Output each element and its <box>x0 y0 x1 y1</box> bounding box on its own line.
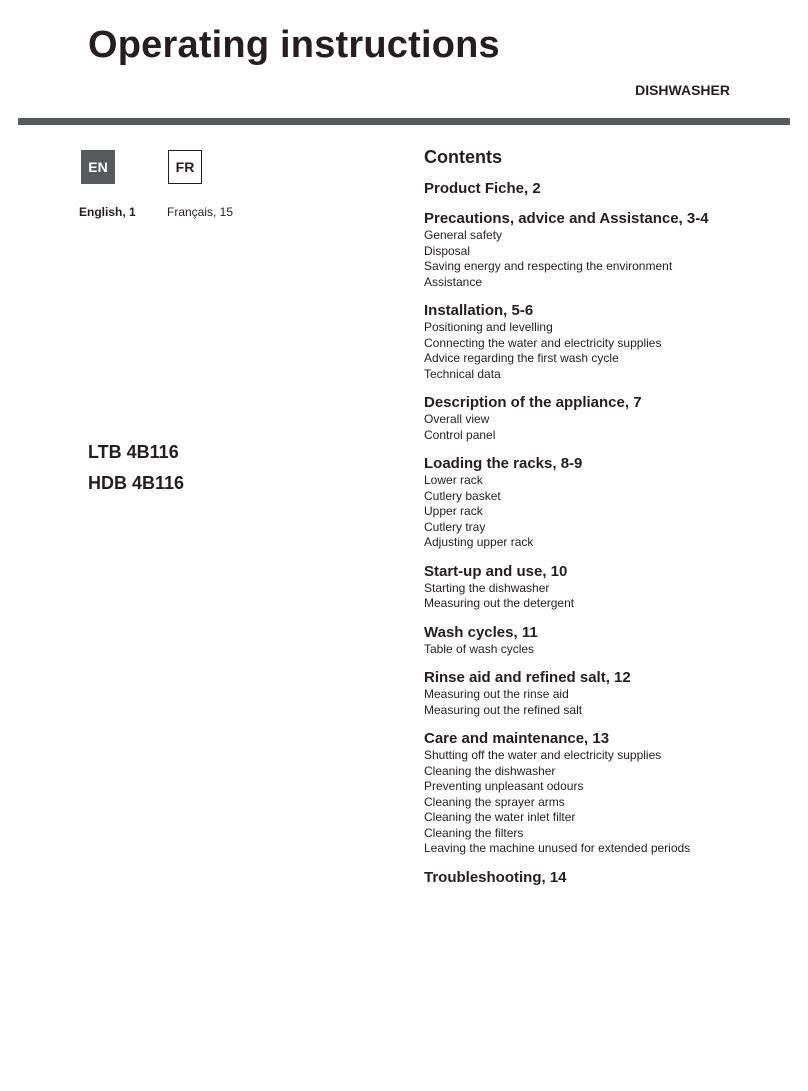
toc-subitem[interactable]: Upper rack <box>424 504 483 518</box>
model-name: HDB 4B116 <box>88 473 185 493</box>
header-divider <box>18 118 790 125</box>
toc-section <box>424 730 794 857</box>
toc-subitem[interactable]: Assistance <box>424 274 483 289</box>
toc-section <box>424 394 794 443</box>
toc-section-heading[interactable]: Rinse aid and refined salt, 12 <box>424 669 631 686</box>
toc-section-heading[interactable]: Precautions, advice and Assistance, 3-4 <box>424 210 709 227</box>
toc-section <box>424 180 794 198</box>
toc-subitem[interactable]: Cleaning the sprayer arms <box>424 794 565 809</box>
toc-subitem[interactable]: Cleaning the filters <box>424 825 524 840</box>
toc-section-heading[interactable]: Wash cycles, 11 <box>424 623 538 641</box>
toc-section <box>424 563 794 612</box>
language-tab-fr[interactable]: FR <box>168 150 202 184</box>
toc-subitem[interactable]: Cutlery tray <box>424 519 486 534</box>
language-tab-en[interactable]: EN <box>81 150 115 184</box>
toc-section <box>424 210 794 290</box>
toc-section-heading[interactable]: Loading the racks, 8-9 <box>424 455 583 472</box>
toc-subitem[interactable]: Preventing unpleasant odours <box>424 779 584 793</box>
toc-subitem[interactable]: Starting the dishwasher <box>424 580 550 595</box>
toc-subitem[interactable]: Cutlery basket <box>424 488 501 503</box>
toc-section <box>424 455 794 551</box>
toc-section <box>424 302 794 382</box>
toc-subitem[interactable]: Cleaning the dishwasher <box>424 763 556 778</box>
page-title: Operating instructions <box>88 24 500 66</box>
toc-subitem[interactable]: Cleaning the water inlet filter <box>424 810 576 824</box>
toc-subitem[interactable]: Disposal <box>424 243 471 258</box>
contents-sections <box>424 180 794 887</box>
toc-subitem[interactable]: Measuring out the detergent <box>424 596 575 610</box>
toc-section-heading[interactable]: Care and maintenance, 13 <box>424 730 610 747</box>
toc-subitem[interactable]: Measuring out the rinse aid <box>424 687 569 701</box>
toc-section <box>424 624 794 658</box>
toc-subitem[interactable]: Measuring out the refined salt <box>424 702 583 717</box>
toc-subitem[interactable]: Saving energy and respecting the environment <box>424 259 673 273</box>
toc-subitem[interactable]: Technical data <box>424 366 501 381</box>
toc-subitem[interactable]: General safety <box>424 228 503 242</box>
toc-subitem[interactable]: Connecting the water and electricity supplies <box>424 335 662 350</box>
toc-subitem[interactable]: Table of wash cycles <box>424 641 535 656</box>
toc-section-heading[interactable]: Start-up and use, 10 <box>424 562 568 580</box>
toc-subitem[interactable]: Overall view <box>424 412 490 426</box>
toc-subitem[interactable]: Shutting off the water and electricity supplies <box>424 748 662 762</box>
model-name: LTB 4B116 <box>88 442 179 462</box>
toc-section-heading[interactable]: Troubleshooting, 14 <box>424 868 567 886</box>
toc-subitem[interactable]: Leaving the machine unused for extended periods <box>424 841 691 855</box>
toc-section-heading[interactable]: Installation, 5-6 <box>424 302 534 319</box>
table-of-contents <box>424 146 794 899</box>
toc-subitem[interactable]: Adjusting upper rack <box>424 535 534 549</box>
language-label-fr: Français, 15 <box>167 205 234 219</box>
product-type-label: DISHWASHER <box>635 82 730 98</box>
toc-subitem[interactable]: Positioning and levelling <box>424 320 553 334</box>
toc-section <box>424 669 794 718</box>
language-label-en: English, 1 <box>79 205 136 219</box>
toc-section-heading[interactable]: Product Fiche, 2 <box>424 180 541 197</box>
toc-subitem[interactable]: Advice regarding the first wash cycle <box>424 351 619 365</box>
toc-subitem[interactable]: Control panel <box>424 427 496 442</box>
toc-section <box>424 869 794 887</box>
toc-subitem[interactable]: Lower rack <box>424 473 483 487</box>
toc-section-heading[interactable]: Description of the appliance, 7 <box>424 394 642 411</box>
contents-title: Contents <box>424 147 502 167</box>
